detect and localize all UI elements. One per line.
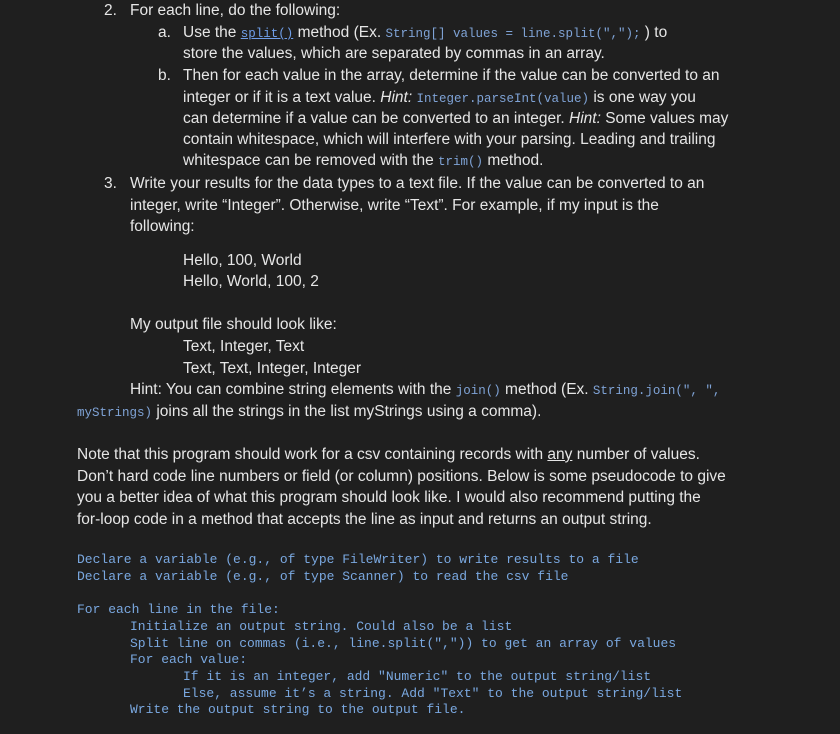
item2b-line3: can determine if a value can be converted to an integer. Hint: Some values may: [183, 110, 729, 127]
pseudocode-line3: For each line in the file:: [77, 602, 280, 617]
example-input-1: Hello, 100, World: [183, 252, 302, 269]
note-line4: for-loop code in a method that accepts the line as input and returns an output string.: [77, 511, 652, 528]
item2-text: For each line, do the following:: [130, 2, 341, 19]
join-hint-line2: myStrings) joins all the strings in the list myStrings using a comma).: [77, 403, 542, 420]
trim-code: trim(): [438, 155, 484, 169]
example-output-2: Text, Text, Integer, Integer: [183, 360, 362, 377]
pseudocode-line1: Declare a variable (e.g., of type FileWriter) to write results to a file: [77, 552, 639, 567]
pseudocode-line8: Else, assume it’s a string. Add "Text" to the output string/list: [183, 686, 683, 701]
split-method-link[interactable]: split(): [240, 27, 294, 41]
item2b-line1: Then for each value in the array, determine if the value can be converted to an: [183, 67, 720, 84]
pseudocode-line6: For each value:: [130, 652, 248, 667]
output-label: My output file should look like:: [130, 316, 337, 333]
join-code: join(): [455, 384, 501, 398]
item2a-line1: Use the split() method (Ex. String[] values = line.split(","); ) to: [183, 24, 668, 41]
note-line2: Don’t hard code line numbers or field (or column) positions. Below is some pseudocode to give: [77, 468, 726, 485]
pseudocode-line7: If it is an integer, add "Numeric" to the output string/list: [183, 669, 652, 684]
item2b-number: b.: [158, 67, 171, 84]
join-hint-line1: Hint: You can combine string elements with the join() method (Ex. String.join(", ",: [130, 381, 721, 398]
item2a-line2: store the values, which are separated by commas in an array.: [183, 45, 605, 62]
item2b-line2: integer or if it is a text value. Hint: Integer.parseInt(value) is one way you: [183, 89, 696, 106]
pseudocode-line2: Declare a variable (e.g., of type Scanner) to read the csv file: [77, 569, 569, 584]
item2a-number: a.: [158, 24, 171, 41]
item2b-line5: whitespace can be removed with the trim() method.: [183, 152, 544, 169]
item3-line3: following:: [130, 218, 195, 235]
pseudocode-line9: Write the output string to the output file.: [130, 702, 466, 717]
item3-line2: integer, write “Integer”. Otherwise, write “Text”. For example, if my input is the: [130, 197, 659, 214]
parseint-code: Integer.parseInt(value): [416, 92, 590, 106]
split-example-code: String[] values = line.split(",");: [385, 27, 641, 41]
pseudocode-line4: Initialize an output string. Could also be a list: [130, 619, 513, 634]
item3-line1: Write your results for the data types to a text file. If the value can be converted to an: [130, 175, 705, 192]
note-line3: you a better idea of what this program should look like. I would also recommend putting the: [77, 489, 701, 506]
join-example-code: String.join(", ",: [592, 384, 721, 398]
example-output-1: Text, Integer, Text: [183, 338, 305, 355]
item3-number: 3.: [104, 175, 117, 192]
item2-number: 2.: [104, 2, 117, 19]
item2b-line4: contain whitespace, which will interfere with your parsing. Leading and trailing: [183, 131, 716, 148]
note-line1: Note that this program should work for a csv containing records with any number of values.: [77, 446, 700, 463]
pseudocode-line5: Split line on commas (i.e., line.split(",")) to get an array of values: [130, 636, 677, 651]
example-input-2: Hello, World, 100, 2: [183, 273, 319, 290]
